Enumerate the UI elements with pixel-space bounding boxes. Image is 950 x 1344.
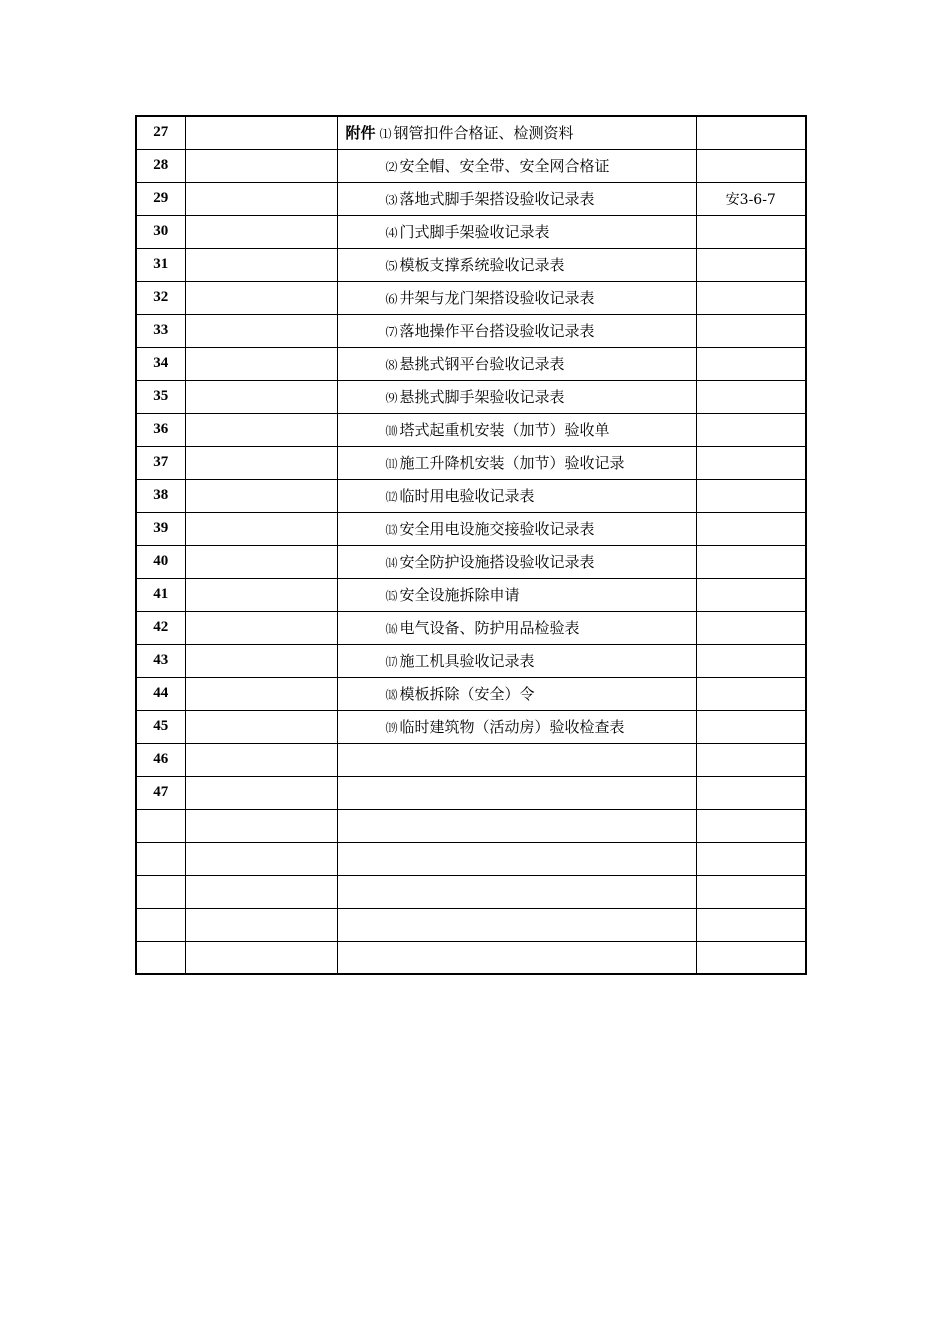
table-row (136, 215, 806, 248)
item-title-cell (337, 182, 696, 215)
form-code (696, 941, 806, 974)
item-title-cell (337, 710, 696, 743)
blank-cell (185, 710, 337, 743)
blank-cell (185, 842, 337, 875)
row-number: 44 (136, 677, 185, 710)
item-title: 施工升降机安装（加节）验收记录 (399, 454, 625, 472)
item-title-cell (337, 347, 696, 380)
blank-cell (185, 677, 337, 710)
row-number (136, 875, 185, 908)
item-title: 安全设施拆除申请 (399, 586, 520, 604)
item-marker: ⒄ (385, 655, 398, 669)
item-title-cell (337, 908, 696, 941)
form-code (696, 479, 806, 512)
item-marker: ⑽ (385, 424, 398, 438)
item-title-cell (337, 380, 696, 413)
item-title: 安全防护设施搭设验收记录表 (399, 553, 595, 571)
table-row (136, 611, 806, 644)
form-code (696, 842, 806, 875)
item-title: 落地操作平台搭设验收记录表 (399, 322, 595, 340)
row-number: 28 (136, 149, 185, 182)
table-row (136, 149, 806, 182)
row-number: 35 (136, 380, 185, 413)
item-title-cell (337, 413, 696, 446)
form-code (696, 776, 806, 809)
blank-cell (185, 809, 337, 842)
table-row (136, 842, 806, 875)
table-row (136, 941, 806, 974)
blank-cell (185, 578, 337, 611)
blank-cell (185, 182, 337, 215)
form-code (696, 743, 806, 776)
item-title-cell (337, 545, 696, 578)
item-title-cell (337, 578, 696, 611)
row-number: 31 (136, 248, 185, 281)
item-title: 施工机具验收记录表 (399, 652, 535, 670)
blank-cell (185, 941, 337, 974)
table-row (136, 545, 806, 578)
item-marker: ⒅ (385, 688, 398, 702)
table-body (136, 116, 806, 974)
item-marker: ⑶ (385, 193, 398, 207)
blank-cell (185, 545, 337, 578)
blank-cell (185, 215, 337, 248)
row-number: 34 (136, 347, 185, 380)
item-marker: ⑹ (385, 292, 398, 306)
item-marker: ⑷ (385, 226, 398, 240)
item-title-cell (337, 644, 696, 677)
blank-cell (185, 248, 337, 281)
item-marker: ⑻ (385, 358, 398, 372)
item-title: 落地式脚手架搭设验收记录表 (399, 190, 595, 208)
blank-cell (185, 149, 337, 182)
item-title-cell (337, 875, 696, 908)
table-row (136, 743, 806, 776)
blank-cell (185, 644, 337, 677)
form-code (696, 248, 806, 281)
form-code (696, 875, 806, 908)
form-code (696, 413, 806, 446)
form-code (696, 116, 806, 149)
table-row (136, 248, 806, 281)
blank-cell (185, 479, 337, 512)
row-number: 39 (136, 512, 185, 545)
blank-cell (185, 116, 337, 149)
item-title-cell (337, 149, 696, 182)
item-marker: ⒀ (385, 523, 398, 537)
blank-cell (185, 446, 337, 479)
blank-cell (185, 611, 337, 644)
form-code (696, 314, 806, 347)
table-row (136, 479, 806, 512)
table-row (136, 710, 806, 743)
item-title-cell (337, 446, 696, 479)
blank-cell (185, 512, 337, 545)
item-marker: ⒃ (385, 622, 398, 636)
form-code (696, 545, 806, 578)
item-title: 悬挑式脚手架验收记录表 (399, 388, 565, 406)
item-title-cell (337, 809, 696, 842)
attachment-label: 附件 (345, 124, 376, 143)
item-title-cell (337, 677, 696, 710)
item-title-cell (337, 941, 696, 974)
item-title-cell (337, 479, 696, 512)
blank-cell (185, 380, 337, 413)
row-number: 40 (136, 545, 185, 578)
document-table (135, 115, 807, 975)
item-title: 钢管扣件合格证、检测资料 (393, 124, 574, 143)
form-code (696, 710, 806, 743)
row-number (136, 908, 185, 941)
row-number: 46 (136, 743, 185, 776)
blank-cell (185, 743, 337, 776)
item-title-cell (337, 512, 696, 545)
item-title-cell (337, 743, 696, 776)
table-row (136, 644, 806, 677)
form-code (696, 347, 806, 380)
item-marker: ⒆ (385, 721, 398, 735)
row-number: 33 (136, 314, 185, 347)
row-number: 38 (136, 479, 185, 512)
row-number: 27 (136, 116, 185, 149)
item-title-cell (337, 611, 696, 644)
table-row (136, 413, 806, 446)
item-title: 门式脚手架验收记录表 (399, 223, 550, 241)
form-code (696, 644, 806, 677)
table-row (136, 809, 806, 842)
item-marker: ⑸ (385, 259, 398, 273)
item-title: 模板拆除（安全）令 (399, 685, 535, 703)
blank-cell (185, 875, 337, 908)
form-code (696, 908, 806, 941)
item-title-cell (337, 776, 696, 809)
item-title: 塔式起重机安装（加节）验收单 (399, 421, 610, 439)
form-code (696, 281, 806, 314)
item-marker: ⑴ (379, 127, 392, 142)
row-number: 47 (136, 776, 185, 809)
form-code (696, 215, 806, 248)
row-number (136, 941, 185, 974)
item-title-cell (337, 215, 696, 248)
item-title: 临时建筑物（活动房）验收检查表 (399, 718, 625, 736)
blank-cell (185, 776, 337, 809)
blank-cell (185, 281, 337, 314)
blank-cell (185, 908, 337, 941)
blank-cell (185, 347, 337, 380)
row-number: 45 (136, 710, 185, 743)
row-number: 32 (136, 281, 185, 314)
row-number: 41 (136, 578, 185, 611)
table-row (136, 182, 806, 215)
table-row (136, 347, 806, 380)
item-title-cell (337, 116, 696, 149)
item-title-cell (337, 281, 696, 314)
table-row (136, 512, 806, 545)
item-title: 井架与龙门架搭设验收记录表 (399, 289, 595, 307)
row-number: 43 (136, 644, 185, 677)
table-row (136, 578, 806, 611)
form-code (696, 611, 806, 644)
table-row (136, 875, 806, 908)
item-title: 安全帽、安全带、安全网合格证 (399, 157, 610, 175)
item-title: 悬挑式钢平台验收记录表 (399, 355, 565, 373)
form-code (696, 578, 806, 611)
item-marker: ⑺ (385, 325, 398, 339)
item-marker: ⑾ (385, 457, 398, 471)
table-row (136, 446, 806, 479)
row-number (136, 842, 185, 875)
row-number: 37 (136, 446, 185, 479)
blank-cell (185, 314, 337, 347)
item-marker: ⑼ (385, 391, 398, 405)
table-row (136, 677, 806, 710)
item-title: 临时用电验收记录表 (399, 487, 535, 505)
form-code (696, 446, 806, 479)
item-title: 模板支撑系统验收记录表 (399, 256, 565, 274)
item-marker: ⒂ (385, 589, 398, 603)
item-title-cell (337, 842, 696, 875)
row-number: 42 (136, 611, 185, 644)
item-marker: ⑿ (385, 490, 398, 504)
item-title-cell (337, 248, 696, 281)
form-code (696, 380, 806, 413)
form-code (696, 677, 806, 710)
row-number: 29 (136, 182, 185, 215)
item-marker: ⑵ (385, 160, 398, 174)
form-code: 安3-6-7 (696, 182, 806, 215)
form-code (696, 512, 806, 545)
item-title: 电气设备、防护用品检验表 (399, 619, 580, 637)
table-row (136, 281, 806, 314)
item-title: 安全用电设施交接验收记录表 (399, 520, 595, 538)
form-code (696, 809, 806, 842)
blank-cell (185, 413, 337, 446)
row-number: 30 (136, 215, 185, 248)
row-number (136, 809, 185, 842)
item-marker: ⒁ (385, 556, 398, 570)
form-code (696, 149, 806, 182)
item-title-cell (337, 314, 696, 347)
table-row (136, 908, 806, 941)
table-row (136, 776, 806, 809)
table-row (136, 380, 806, 413)
row-number: 36 (136, 413, 185, 446)
table-row (136, 116, 806, 149)
table-row (136, 314, 806, 347)
